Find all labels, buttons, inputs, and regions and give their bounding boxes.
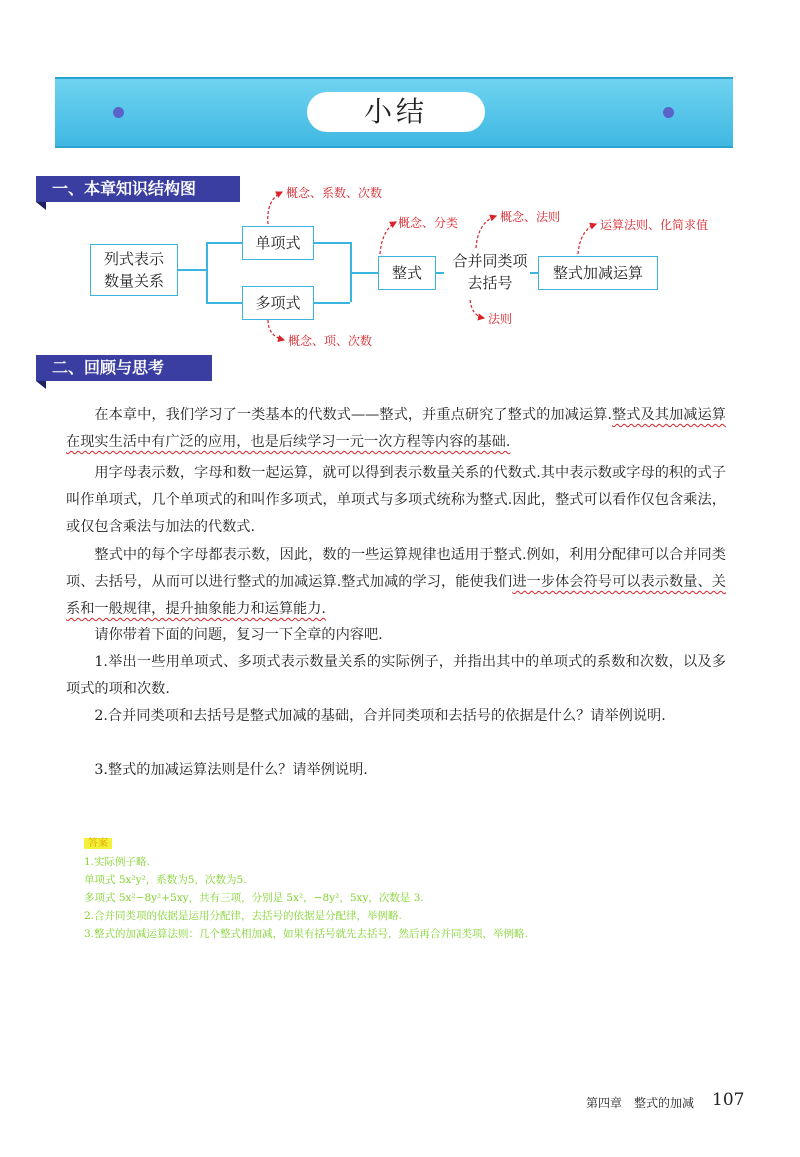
paragraph-rules (66, 542, 726, 623)
paragraph-summary-a: 在本章中，我们学习了一类基本的代数式——整式，并重点研究了整式的加减运算. (94, 407, 612, 423)
answer-line-2: 单项式 5x²y²，系数为5，次数为5. (84, 874, 247, 886)
paragraph-summary-b: 整式及其加减运算在现实生活中有广泛的应用，也是后续学习一元一次方程等内容的基础. (66, 407, 726, 450)
knowledge-structure-diagram (0, 0, 800, 360)
note-monomial: 概念、系数、次数 (286, 186, 383, 200)
paragraph-rules-a: 整式中的每个字母都表示数，因此，数的一些运算规律也适用于整式.例如，利用分配律可以合并同类项、去括号，从而可以进行整式的加减运算.整式加减的学习，能使我们 (66, 547, 726, 590)
paragraph-definitions: 用字母表示数，字母和数一起运算，就可以得到表示数量关系的代数式.其中表示数或字母的积的式子叫作单项式，几个单项式的和叫作多项式，单项式与多项式统称为整式.因此，整式可以看作仅包含乘法，或仅包含乘法与加法的代数式. (66, 465, 726, 535)
answer-line-1: 1.实际例子略. (84, 856, 150, 868)
box-polynomial: 多项式 (242, 286, 314, 320)
answer-block (84, 834, 528, 943)
box-add-subtract: 整式加减运算 (538, 256, 658, 290)
answer-line-5: 3.整式的加减运算法则：几个整式相加减，如果有括号就先去括号，然后再合并同类项，举例略. (84, 928, 528, 940)
question-3: 3.整式的加减运算法则是什么？请举例说明. (94, 762, 368, 778)
section-heading-review: 二、回顾与思考 (36, 355, 212, 381)
question-1: 1.举出一些用单项式、多项式表示数量关系的实际例子，并指出其中的单项式的系数和次数，以及多项式的项和次数. (66, 654, 726, 697)
paragraph-summary (66, 402, 726, 456)
paragraph-rules-b: 进一步体会符号可以表示数量、关系和一般规律，提升抽象能力和运算能力. (66, 574, 726, 617)
question-2: 2.合并同类项和去括号是整式加减的基础，合并同类项和去括号的依据是什么？请举例说明. (94, 708, 666, 724)
box-integral-expression: 整式 (378, 256, 436, 290)
answer-label: 答案 (84, 838, 112, 849)
combine-like-terms-text: 合并同类项 (452, 252, 528, 270)
note-bracket: 法则 (488, 312, 513, 326)
note-combine: 概念、法则 (500, 210, 561, 224)
tab-corner (36, 381, 46, 389)
box-monomial: 单项式 (242, 226, 314, 260)
footer-chapter: 第四章 整式的加减 (586, 1096, 695, 1110)
annotation-arrows (0, 0, 800, 360)
note-polynomial: 概念、项、次数 (288, 334, 373, 348)
paragraph-prompt: 请你带着下面的问题，复习一下全章的内容吧. (94, 627, 383, 643)
note-addsub: 运算法则、化简求值 (600, 218, 709, 232)
answer-line-3: 多项式 5x²−8y²+5xy，共有三项，分别是 5x²，−8y²，5xy，次数是 3. (84, 892, 424, 904)
page-number: 107 (712, 1090, 745, 1110)
box-represent-line1: 列式表示 (103, 250, 164, 268)
remove-brackets-text: 去括号 (467, 274, 513, 292)
page-title: 小结 (307, 92, 485, 132)
note-integral: 概念、分类 (398, 216, 459, 230)
section-heading-structure: 一、本章知识结构图 (36, 176, 240, 202)
box-represent-line2: 数量关系 (103, 272, 164, 290)
answer-line-4: 2.合并同类项的依据是运用分配律，去括号的依据是分配律，举例略. (84, 910, 402, 922)
